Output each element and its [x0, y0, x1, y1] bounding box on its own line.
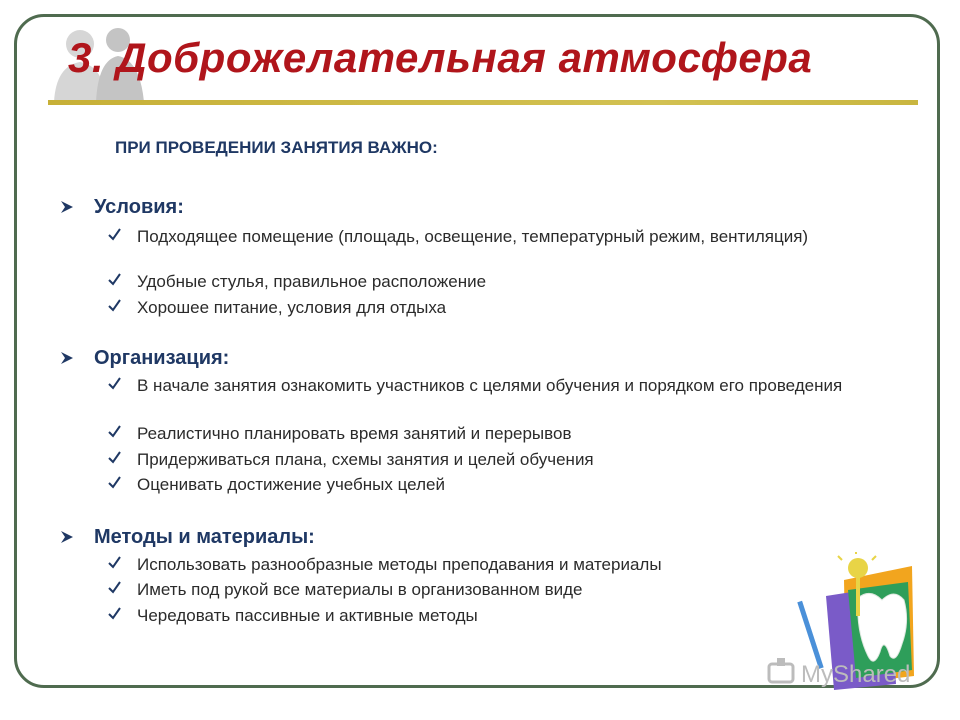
- slide-subtitle: ПРИ ПРОВЕДЕНИИ ЗАНЯТИЯ ВАЖНО:: [115, 138, 438, 157]
- shared-logo-icon: [765, 656, 797, 688]
- list-item: Удобные стулья, правильное расположение: [108, 272, 888, 292]
- section-heading-conditions: Условия:: [60, 196, 184, 219]
- checkmark-icon: [108, 607, 121, 620]
- checkmark-icon: [108, 581, 121, 594]
- checkmark-icon: [108, 476, 121, 489]
- arrow-bullet-icon: [60, 200, 74, 214]
- list-item: В начале занятия ознакомить участников с целями обучения и порядком его проведения: [108, 376, 888, 396]
- list-item: Иметь под рукой все материалы в организованном виде: [108, 580, 888, 600]
- title-underline: [48, 100, 918, 105]
- checkmark-icon: [108, 377, 121, 390]
- slide-title: 3. Доброжелательная атмосфера: [68, 34, 813, 81]
- checkmark-icon: [108, 451, 121, 464]
- checkmark-icon: [108, 273, 121, 286]
- list-item: Использовать разнообразные методы преподавания и материалы: [108, 555, 888, 575]
- section-heading-methods: Методы и материалы:: [60, 526, 315, 549]
- list-item: Оценивать достижение учебных целей: [108, 475, 888, 495]
- section-heading-organization: Организация:: [60, 347, 229, 370]
- arrow-bullet-icon: [60, 351, 74, 365]
- checkmark-icon: [108, 556, 121, 569]
- list-item: Придерживаться плана, схемы занятия и целей обучения: [108, 450, 888, 470]
- arrow-bullet-icon: [60, 530, 74, 544]
- checkmark-icon: [108, 228, 121, 241]
- list-item: Подходящее помещение (площадь, освещение, температурный режим, вентиляция): [108, 227, 888, 247]
- list-item: Чередовать пассивные и активные методы: [108, 606, 888, 626]
- watermark: MyShared: [765, 656, 910, 692]
- list-item: Реалистично планировать время занятий и перерывов: [108, 424, 888, 444]
- checkmark-icon: [108, 299, 121, 312]
- list-item: Хорошее питание, условия для отдыха: [108, 298, 888, 318]
- checkmark-icon: [108, 425, 121, 438]
